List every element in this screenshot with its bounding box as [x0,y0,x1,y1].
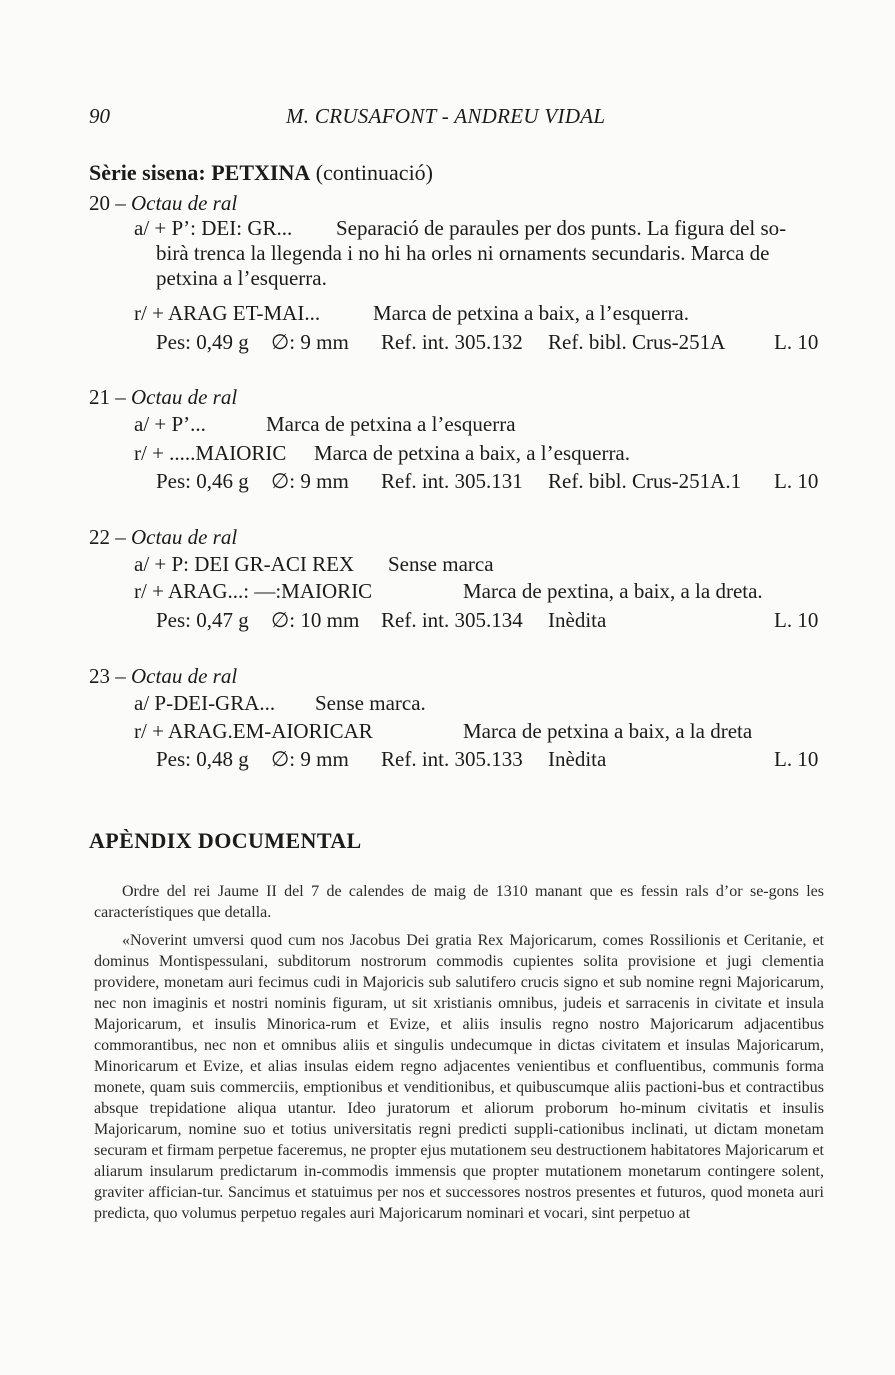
running-title: M. CRUSAFONT - ANDREU VIDAL [286,104,606,128]
weight: Pes: 0,49 g [156,330,249,354]
reverse-legend: r/ + ARAG...: —:MAIORIC [134,579,373,603]
obverse-legend: a/ P-DEI-GRA... [134,691,276,715]
reverse-legend: r/ + ARAG ET-MAI... [134,301,321,325]
bibliographic-reference: Ref. bibl. Crus-251A [548,330,726,354]
reverse-description: Marca de petxina a baix, a l’esquerra. [314,441,631,465]
reverse-description: Marca de petxina a baix, a la dreta [463,719,753,743]
diameter: ∅: 9 mm [271,469,349,493]
entry-title-line [89,525,237,550]
obverse-legend: a/ + P: DEI GR-ACI REX [134,552,355,576]
entry-number: 23 – [89,664,126,688]
reverse-description: Marca de petxina a baix, a l’esquerra. [373,301,690,325]
diameter: ∅: 10 mm [271,608,360,632]
obverse-legend: a/ + P’: DEI: GR... [134,216,293,240]
obverse-description-cont: birà trenca la llegenda i no hi ha orles ni ornaments secundaris. Marca de [156,241,770,265]
appendix-body-text: «Noverint umversi quod cum nos Jacobus Dei gratia Rex Majoricarum, comes Rossilionis et Ceritanie, et dominus Montispessulani, subditorum nostrorum commodis cupientes solita provisione et jugi clementia providere, monetam auri fecimus cudi in Majoricis sub salutifero crucis signo et sub nomine regni Majoricarum, nec non imaginis et nostri nominis figuram, ut sit xristianis omnibus, judeis et sarracenis in civitate et insula Majoricarum, et insulis Minorica-rum et Evize, et aliis insulis regno nostro Majoricarum adjacentibus commorantibus, nec non et omnibus aliis et singulis undecumque in dictas civitatem et insulas Majoricarum, Minoricarum et Evize, et alias insulas eidem regno adjacentes venientibus et confluentibus, communis forma monete, quam suis commerciis, emptionibus et venditionibus, et quibuscumque aliis pactioni-bus et contractibus absque trepidatione aliqua utantur. Ideo juratorum et aliorum proborum ho-minum civitatis et insulis Majoricarum, nomine suo et totius universitatis regni predicti suppli-cationibus inclinati, ut dictam monetam securam et firmam perpetue faceremus, ne propter ejus mutationem seu destructionem habitatores Majoricarum et aliarum insularum predictarum in-commodis immensis que propter mutationem monetarum contingere solent, graviter affician-tur. Sancimus et statuimus per nos et successores nostros presentes et futuros, quod moneta auri predicta, quo volumus perpetuo regales auri Majoricarum nominari et vocari, sint perpetuo at [94,932,824,1222]
weight: Pes: 0,46 g [156,469,249,493]
obverse-description: Marca de petxina a l’esquerra [266,412,516,436]
obverse-legend: a/ + P’... [134,412,206,436]
lot-number: L. 10 [774,747,819,771]
entry-title: Octau de ral [131,385,238,409]
appendix-document-body [94,930,824,1224]
entry-title-line [89,191,237,216]
obverse-description: Separació de paraules per dos punts. La figura del so- [336,216,787,240]
obverse-description: Sense marca [388,552,494,576]
lot-number: L. 10 [774,330,819,354]
appendix-intro-text: Ordre del rei Jaume II del 7 de calendes de maig de 1310 manant que es fessin rals d’or se-gons les característiques que detalla. [94,883,824,921]
obverse-description: Sense marca. [315,691,426,715]
lot-number: L. 10 [774,469,819,493]
internal-reference: Ref. int. 305.134 [381,608,523,632]
series-heading-bold: Sèrie sisena: PETXINA [89,160,311,185]
internal-reference: Ref. int. 305.133 [381,747,523,771]
entry-title: Octau de ral [131,525,238,549]
series-heading-rest: (continuació) [310,160,434,185]
obverse-description-cont: petxina a l’esquerra. [156,266,327,290]
entry-number: 22 – [89,525,126,549]
reverse-legend: r/ + .....MAIORIC [134,441,287,465]
entry-number: 21 – [89,385,126,409]
entry-number: 20 – [89,191,126,215]
lot-number: L. 10 [774,608,819,632]
weight: Pes: 0,48 g [156,747,249,771]
bibliographic-reference: Inèdita [548,747,607,771]
entry-title: Octau de ral [131,191,238,215]
appendix-heading: APÈNDIX DOCUMENTAL [89,828,362,853]
entry-title: Octau de ral [131,664,238,688]
entry-title-line [89,664,237,689]
reverse-legend: r/ + ARAG.EM-AIORICAR [134,719,373,743]
bibliographic-reference: Ref. bibl. Crus-251A.1 [548,469,742,493]
diameter: ∅: 9 mm [271,747,349,771]
reverse-description: Marca de pextina, a baix, a la dreta. [463,579,763,603]
internal-reference: Ref. int. 305.132 [381,330,523,354]
weight: Pes: 0,47 g [156,608,249,632]
appendix-intro [94,881,824,923]
page-number: 90 [89,104,110,128]
entry-title-line [89,385,237,410]
internal-reference: Ref. int. 305.131 [381,469,523,493]
diameter: ∅: 9 mm [271,330,349,354]
series-heading [89,160,433,186]
bibliographic-reference: Inèdita [548,608,607,632]
